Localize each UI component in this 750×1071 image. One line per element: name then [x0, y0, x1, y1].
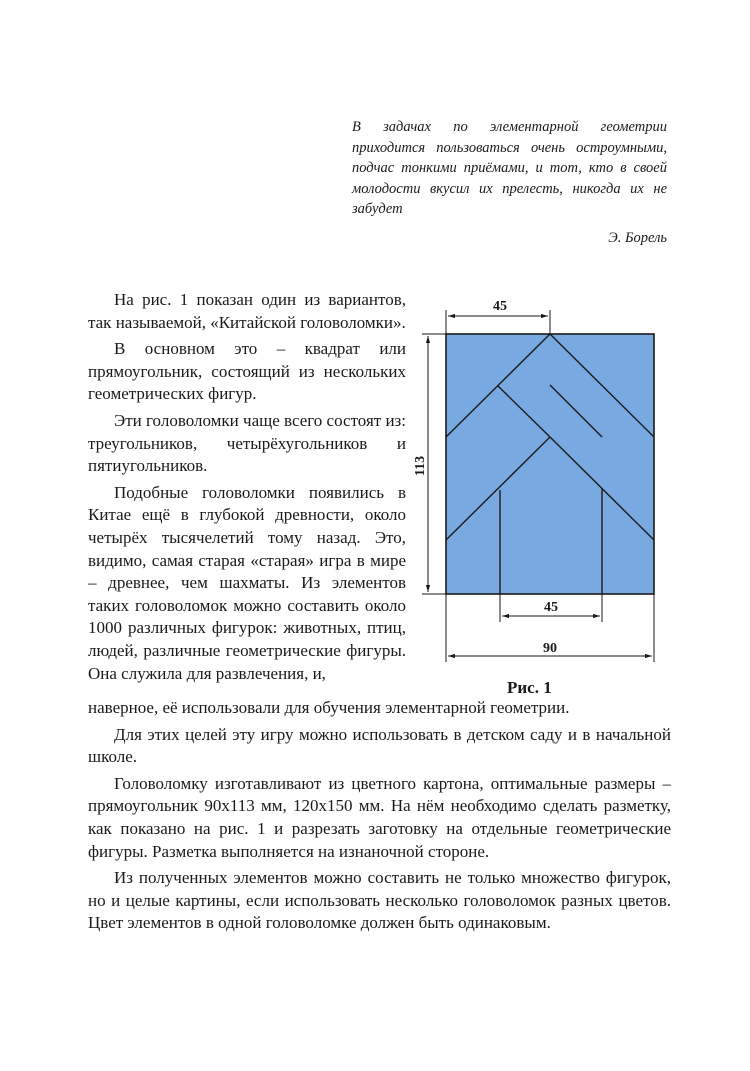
dim-top-label: 45: [493, 299, 507, 314]
paragraph: Из полученных элементов можно составить не только множество фигурок, но и целые картины, если использовать несколько головоломок разных цветов. Цвет элементов в одной головоломке должен быть одинаковым.: [88, 868, 671, 933]
dim-inner-label: 45: [544, 600, 558, 615]
paragraph: На рис. 1 показан один из вариантов, так называемой, «Китайской головоломки».: [88, 290, 406, 332]
dim-width-label: 90: [543, 641, 557, 656]
dim-height-label: 113: [413, 455, 428, 477]
paragraph: наверное, её использовали для обучения элементарной геометрии.: [88, 698, 570, 717]
full-width-text: [88, 697, 671, 939]
tangram-diagram: [412, 290, 682, 710]
epigraph: [352, 117, 667, 220]
epigraph-author: Э. Борель: [608, 230, 667, 246]
paragraph: В основном это – квадрат или прямоугольник, состоящий из нескольких геометрических фигур.: [88, 339, 406, 404]
paragraph: Эти головоломки чаще всего состоят из: треугольников, четырёхугольников и пятиугольников.: [88, 410, 406, 476]
figure-1: [412, 290, 682, 710]
puzzle-rectangle: [446, 334, 654, 594]
paragraph: Подобные головоломки появились в Китае ещё в глубокой древности, около четырёх тысячелетий тому назад. Это, видимо, самая старая «старая» игра в мире – древнее, чем шахматы. Из элементов таких головоломок можно составить около 1000 различных фигурок: животных, птиц, людей, различные геометрические фигуры. Она служила для развлечения, и,: [88, 482, 406, 683]
paragraph: Головоломку изготавливают из цветного картона, оптимальные размеры – прямоугольник 90х113 мм, 120х150 мм. На нём необходимо сделать разметку, как показано на рис. 1 и разрезать заготовку на отдельные геометрические фигуры. Разметка выполняется на изнаночной стороне.: [88, 773, 671, 861]
paragraph: Для этих целей эту игру можно использовать в детском саду и в начальной школе.: [88, 724, 671, 767]
figure-caption: Рис. 1: [507, 678, 552, 697]
epigraph-text: В задачах по элементарной геометрии приходится пользоваться очень остроумными, подчас тонкими приёмами, и тот, кто в своей молодости вкусил их прелесть, никогда их не забудет: [352, 119, 667, 217]
column-text: [88, 289, 406, 689]
